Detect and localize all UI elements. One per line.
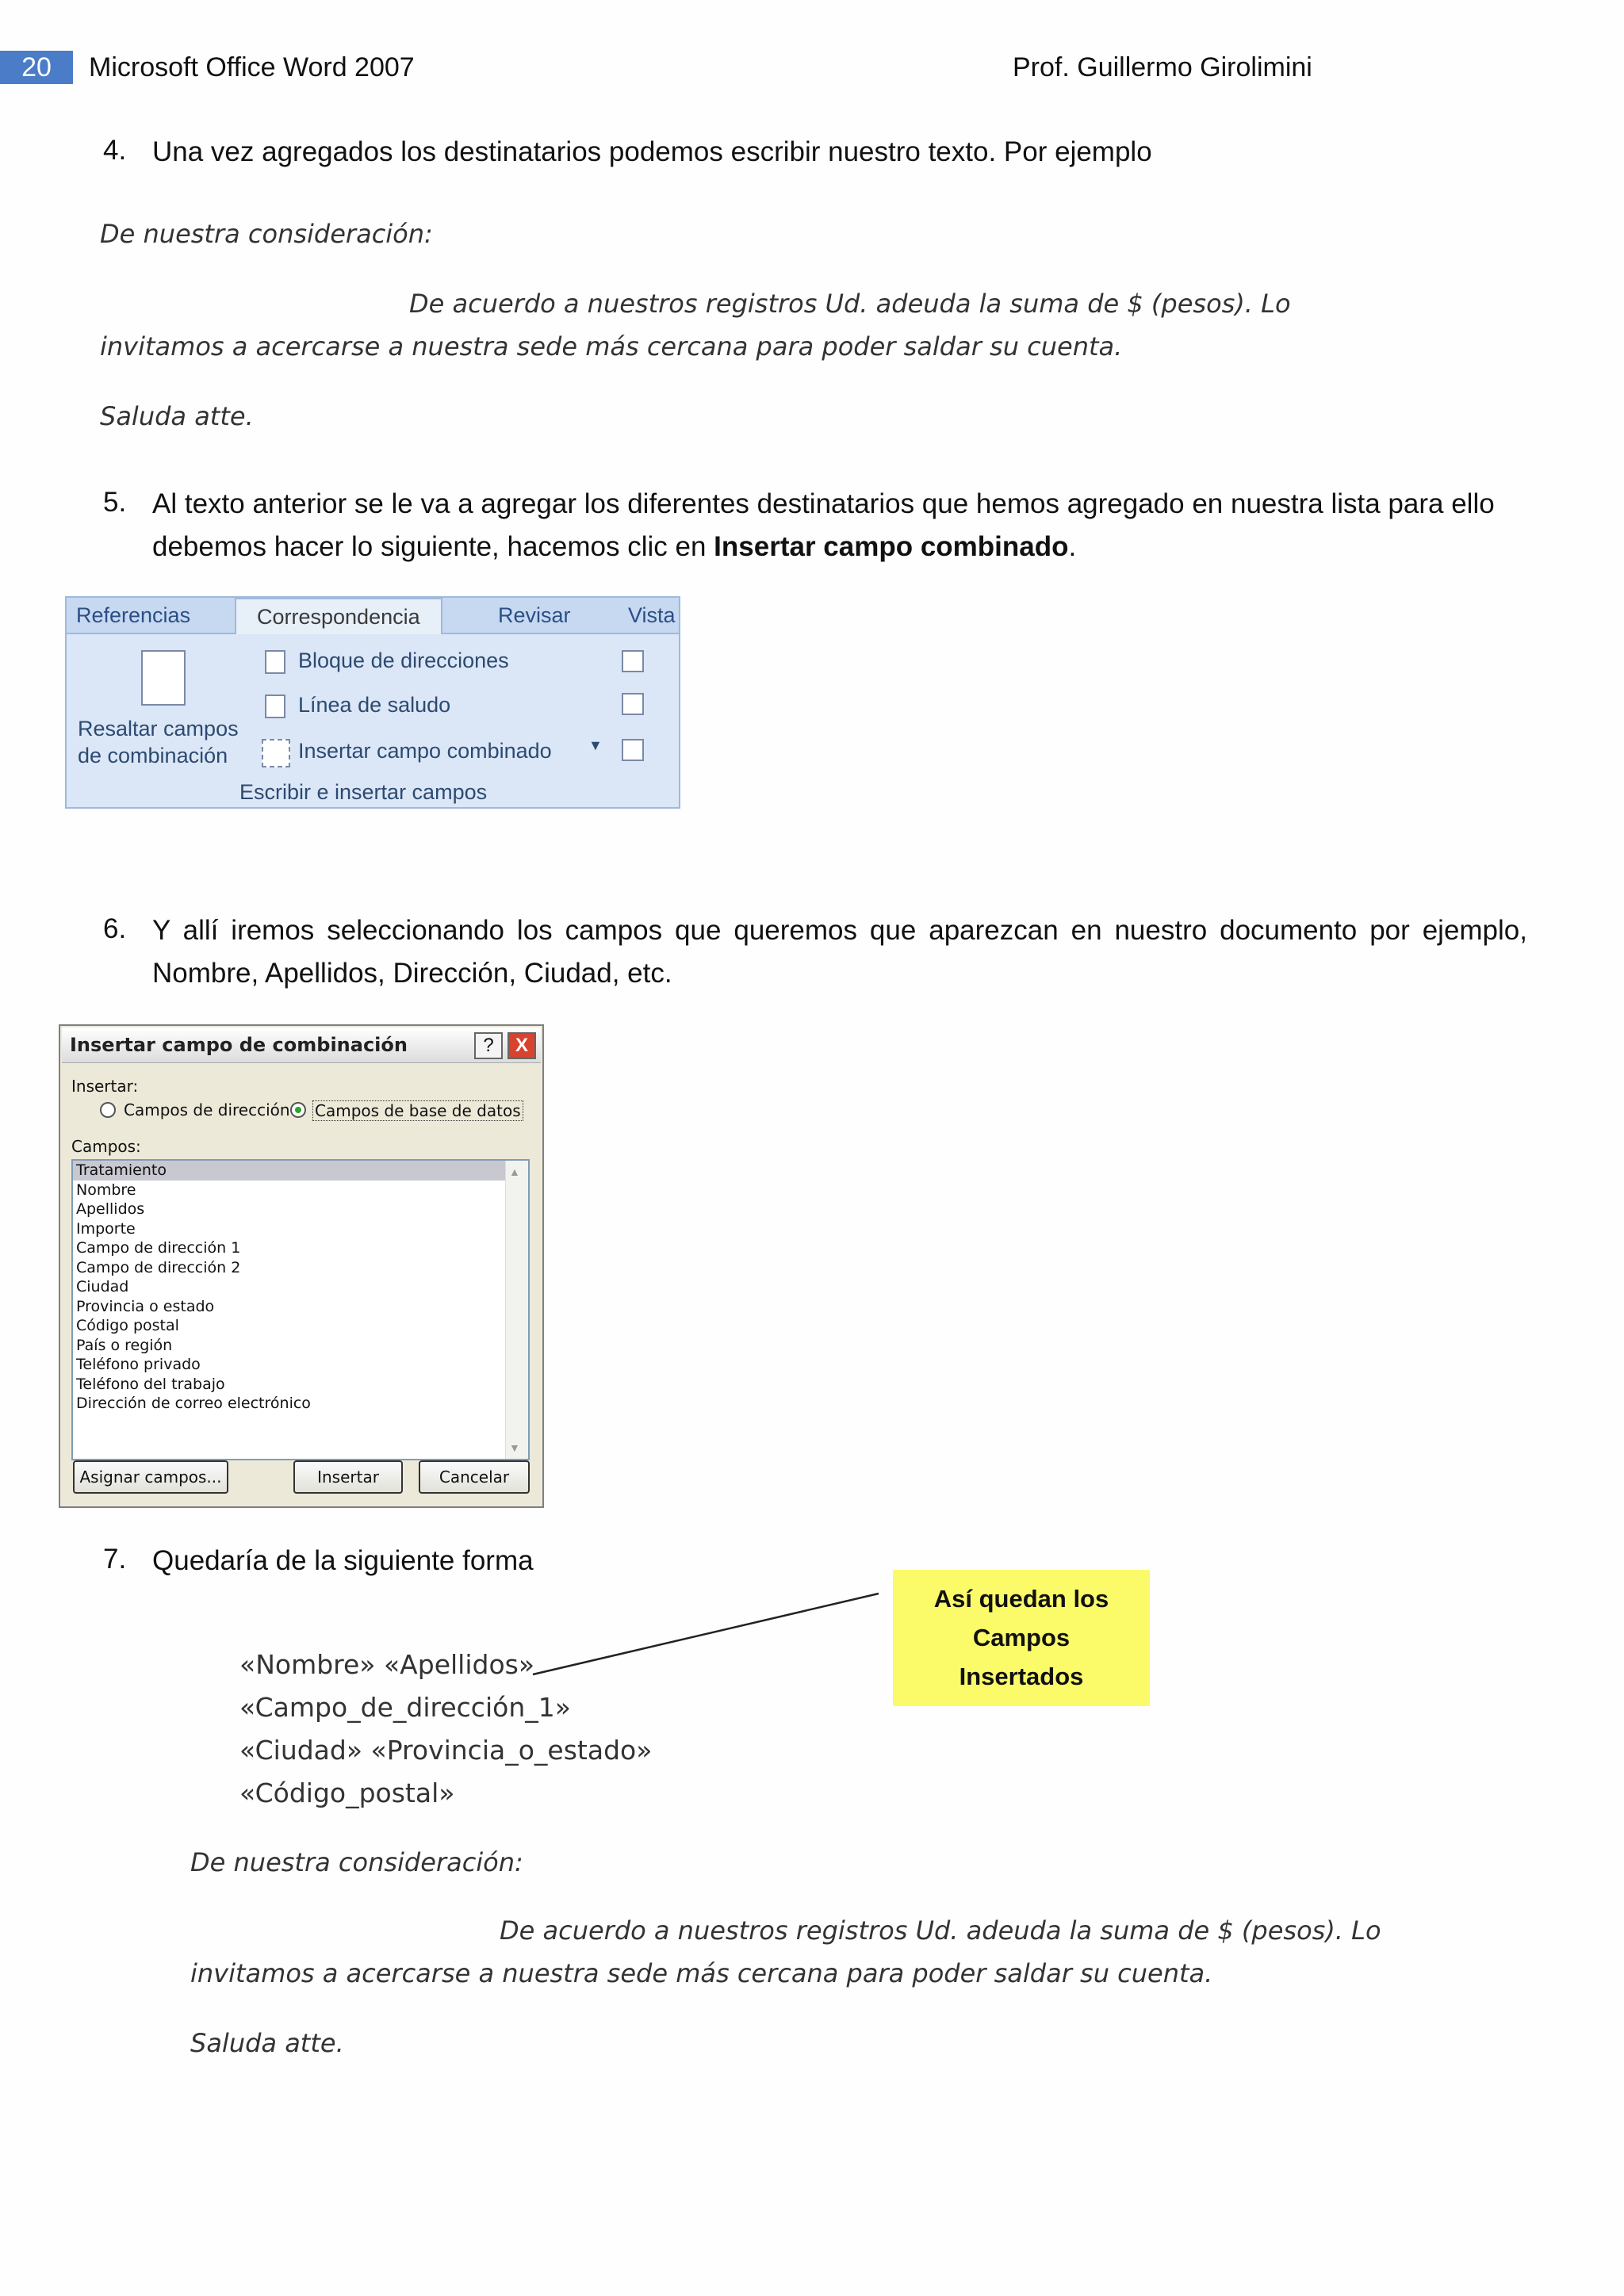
bloque-direcciones-label: Bloque de direcciones: [298, 649, 509, 672]
letter-greeting: De nuestra consideración:: [100, 219, 433, 249]
callout-line-2: Campos: [972, 1624, 1071, 1651]
group-label: Escribir e insertar campos: [239, 780, 488, 804]
tab-revisar[interactable]: Revisar: [498, 603, 571, 627]
list-item[interactable]: País o región: [76, 1336, 173, 1354]
insertar-button[interactable]: Insertar: [293, 1460, 403, 1494]
list-item[interactable]: Campo de dirección 2: [76, 1258, 241, 1276]
list-item[interactable]: Tratamiento: [73, 1161, 528, 1181]
step-5-line-2: debemos hacer lo siguiente, hacemos clic en Insertar campo combinado.: [152, 531, 1077, 562]
merge-fields-line-3: «Ciudad» «Provincia_o_estado»: [239, 1735, 653, 1766]
header-author: Prof. Guillermo Girolimini: [1013, 52, 1312, 82]
tab-correspondencia[interactable]: Correspondencia: [235, 598, 442, 634]
asignar-campos-button[interactable]: Asignar campos...: [73, 1460, 228, 1494]
list-item[interactable]: Provincia o estado: [76, 1297, 215, 1315]
cancelar-button[interactable]: Cancelar: [419, 1460, 530, 1494]
callout-line-3: Insertados: [959, 1663, 1084, 1690]
step-5-number: 5.: [103, 487, 127, 518]
step-5-line-1: Al texto anterior se le va a agregar los diferentes destinatarios que hemos agregado en nuestra lista para ello: [152, 488, 1495, 519]
tab-referencias[interactable]: Referencias: [76, 603, 191, 627]
campos-label: Campos:: [71, 1137, 141, 1156]
merge-fields-line-2: «Campo_de_dirección_1»: [239, 1692, 571, 1723]
letter2-line-2: invitamos a acercarse a nuestra sede más cercana para poder saldar su cuenta.: [190, 1958, 1213, 1988]
tab-vista[interactable]: Vista: [628, 603, 676, 627]
resaltar-label-2: de combinación: [78, 744, 228, 767]
step-6-line-2: Nombre, Apellidos, Dirección, Ciudad, etc.: [152, 958, 672, 989]
letter2-greeting: De nuestra consideración:: [190, 1847, 523, 1877]
letter-line-2: invitamos a acercarse a nuestra sede más cercana para poder saldar su cuenta.: [100, 331, 1123, 362]
linea-saludo-label: Línea de saludo: [298, 693, 451, 717]
merge-fields-line-1: «Nombre» «Apellidos»: [239, 1649, 535, 1680]
chevron-down-icon: ▼: [588, 737, 603, 753]
list-item[interactable]: Código postal: [76, 1317, 179, 1334]
list-item[interactable]: Dirección de correo electrónico: [76, 1395, 311, 1412]
scroll-up-icon[interactable]: ▲: [509, 1165, 520, 1178]
resaltar-label-1: Resaltar campos: [78, 717, 239, 740]
radio-campos-base-datos-label: Campos de base de datos: [312, 1100, 523, 1121]
page-number: 20: [0, 51, 73, 84]
insertar-campo-combinado-bold: Insertar campo combinado: [714, 531, 1069, 562]
help-button[interactable]: ?: [474, 1032, 503, 1059]
letter2-closing: Saluda atte.: [190, 2028, 344, 2058]
letter2-line-1: De acuerdo a nuestros registros Ud. adeuda la suma de $ (pesos). Lo: [500, 1915, 1381, 1946]
step-4-text: Una vez agregados los destinatarios podemos escribir nuestro texto. Por ejemplo: [152, 136, 1152, 167]
insertar-campo-combinado-label: Insertar campo combinado: [298, 739, 552, 763]
list-item[interactable]: Nombre: [76, 1181, 136, 1199]
dialog-title: Insertar campo de combinación: [70, 1034, 408, 1056]
step-7-number: 7.: [103, 1544, 127, 1575]
step-6-number: 6.: [103, 913, 127, 944]
letter-closing: Saluda atte.: [100, 401, 254, 431]
radio-campos-direccion-label: Campos de dirección: [124, 1100, 290, 1119]
callout-line-1: Así quedan los: [933, 1585, 1109, 1613]
step-6-line-1: Y allí iremos seleccionando los campos que queremos que aparezcan en nuestro documento por ejemplo,: [152, 915, 1527, 946]
merge-fields-line-4: «Código_postal»: [239, 1777, 455, 1808]
scroll-down-icon[interactable]: ▼: [509, 1441, 520, 1454]
step-7-text: Quedaría de la siguiente forma: [152, 1545, 534, 1576]
list-item[interactable]: Teléfono del trabajo: [76, 1375, 225, 1393]
list-item[interactable]: Ciudad: [76, 1278, 129, 1295]
step-4-number: 4.: [103, 135, 127, 166]
letter-line-1: De acuerdo a nuestros registros Ud. adeuda la suma de $ (pesos). Lo: [409, 289, 1291, 319]
list-item[interactable]: Apellidos: [76, 1200, 145, 1218]
insertar-label: Insertar:: [71, 1077, 139, 1096]
close-button[interactable]: X: [508, 1032, 536, 1059]
list-item[interactable]: Campo de dirección 1: [76, 1239, 241, 1257]
list-item[interactable]: Teléfono privado: [76, 1356, 201, 1373]
header-title: Microsoft Office Word 2007: [89, 52, 415, 82]
list-item[interactable]: Importe: [76, 1219, 136, 1238]
